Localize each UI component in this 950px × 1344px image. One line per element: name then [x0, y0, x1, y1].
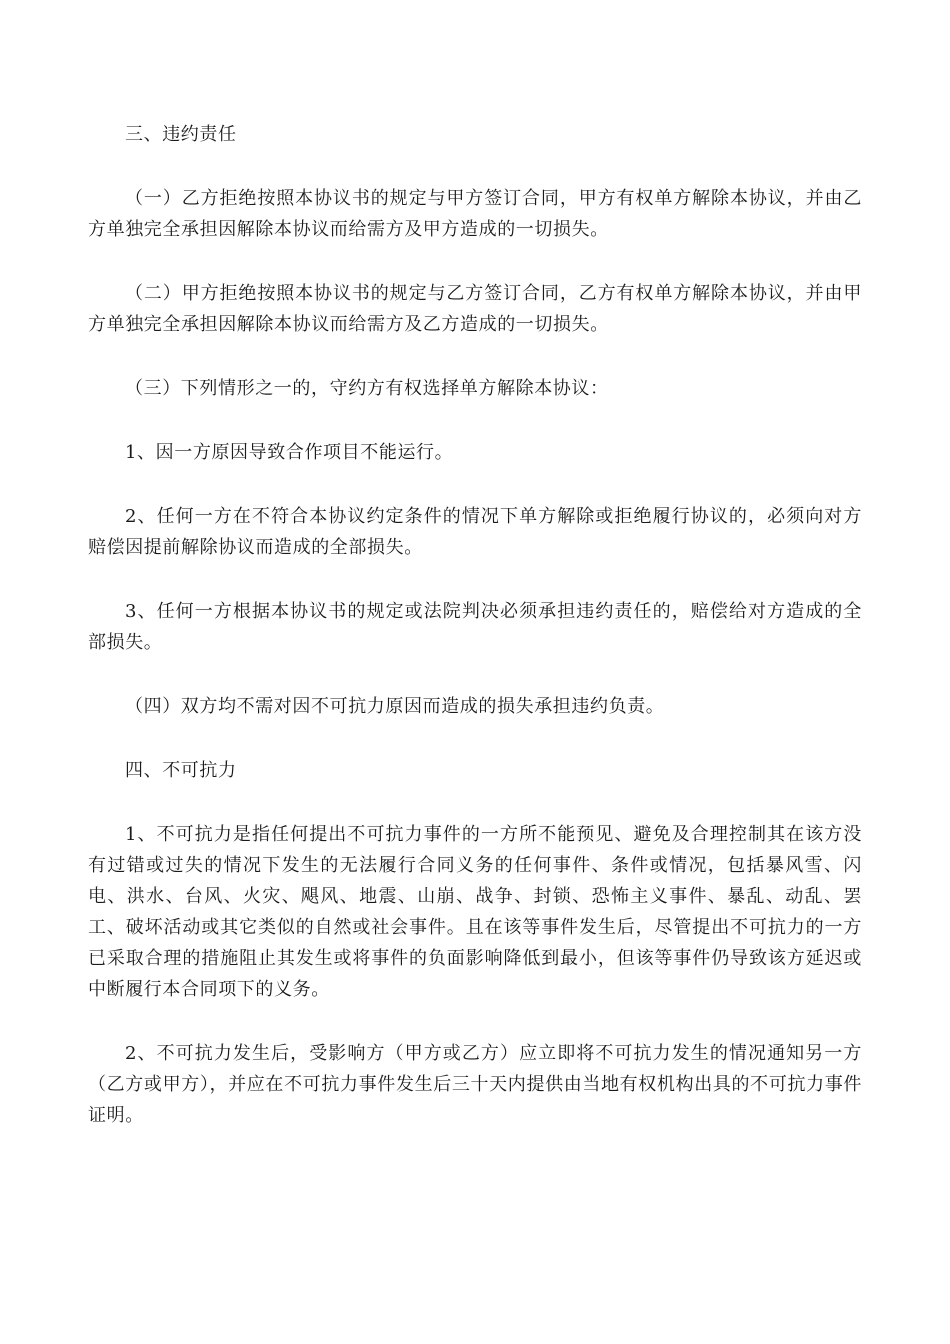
clause-3-3: （三）下列情形之一的，守约方有权选择单方解除本协议： [125, 378, 609, 399]
clause-4-1: 1、不可抗力是指任何提出不可抗力事件的一方所不能预见、避免及合理控制其在该方没有过错或过失的情况下发生的无法履行合同义务的任何事件、条件或情况，包括暴风雪、闪电、洪水、台风、火灾、飓风、地震、山崩、战争、封锁、恐怖主义事件、暴乱、动乱、罢工、破坏活动或其它类似的自然或社会事件。且在该等事件发生后，尽管提出不可抗力的一方已采取合理的措施阻止其发生或将事件的负面影响降低到最小，但该等事件仍导致该方延迟或中断履行本合同项下的义务。 [88, 824, 862, 1000]
section-heading-breach-liability: 三、违约责任 [125, 124, 237, 145]
clause-3-4: （四）双方均不需对因不可抗力原因而造成的损失承担违约负责。 [125, 696, 665, 717]
section-heading-force-majeure: 四、不可抗力 [125, 760, 237, 781]
clause-3-1: （一）乙方拒绝按照本协议书的规定与甲方签订合同，甲方有权单方解除本协议，并由乙方单独完全承担因解除本协议而给需方及甲方造成的一切损失。 [88, 188, 862, 240]
document-page [88, 119, 862, 1164]
clause-3-3-item-1: 1、因一方原因导致合作项目不能运行。 [125, 442, 454, 463]
clause-3-2: （二）甲方拒绝按照本协议书的规定与乙方签订合同，乙方有权单方解除本协议，并由甲方单独完全承担因解除本协议而给需方及乙方造成的一切损失。 [88, 283, 862, 335]
clause-3-3-item-2: 2、任何一方在不符合本协议约定条件的情况下单方解除或拒绝履行协议的，必须向对方赔偿因提前解除协议而造成的全部损失。 [88, 506, 862, 558]
clause-4-2: 2、不可抗力发生后，受影响方（甲方或乙方）应立即将不可抗力发生的情况通知另一方（乙方或甲方），并应在不可抗力事件发生后三十天内提供由当地有权机构出具的不可抗力事件证明。 [88, 1043, 862, 1126]
clause-3-3-item-3: 3、任何一方根据本协议书的规定或法院判决必须承担违约责任的，赔偿给对方造成的全部损失。 [88, 601, 862, 653]
